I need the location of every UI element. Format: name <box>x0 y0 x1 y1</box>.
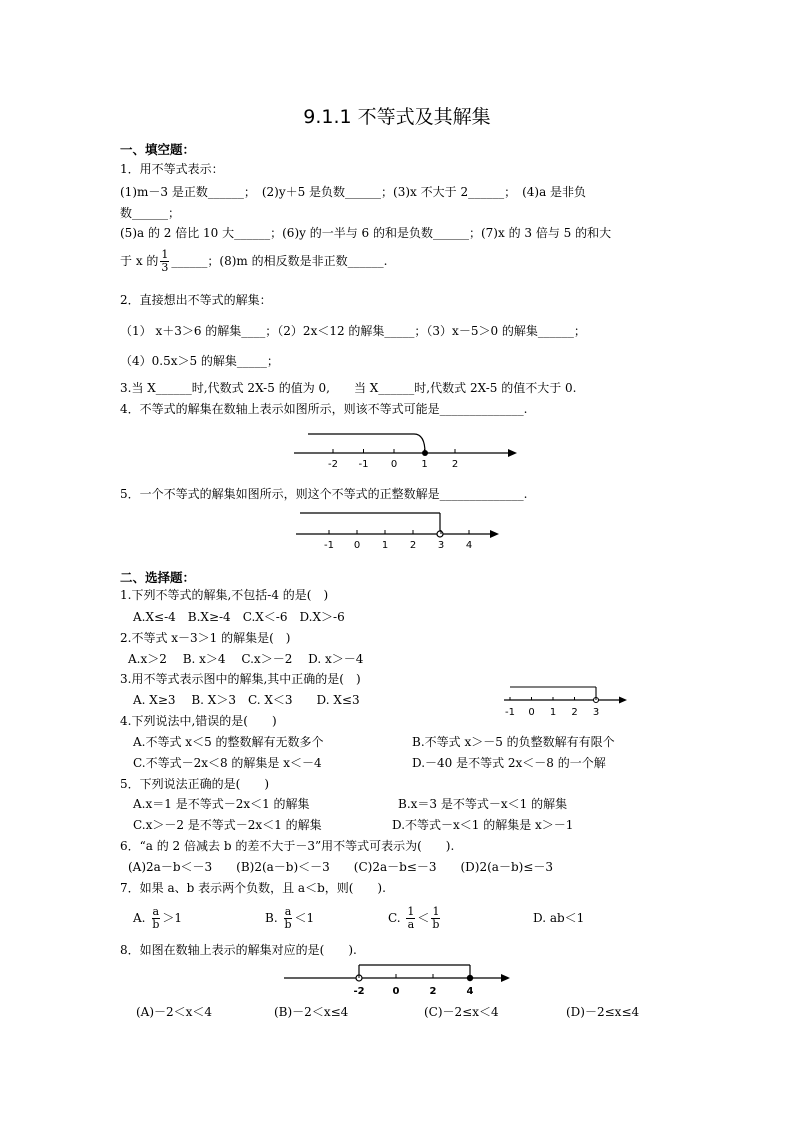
s2-q7-option-a <box>133 903 182 933</box>
q1-line3: (5)a 的 2 倍比 10 大______；(6)y 的一半与 6 的和是负数______；(7)x 的 3 倍与 5 的和大 <box>120 226 612 240</box>
tick-label: -2 <box>353 986 365 997</box>
tick-label: 1 <box>549 707 557 718</box>
s2-q8-stem: 8．如图在数轴上表示的解集对应的是( ). <box>120 943 357 957</box>
tick-label: 0 <box>528 707 535 718</box>
tick-label: 1 <box>381 540 389 551</box>
axis-arrow-icon <box>508 449 517 457</box>
fraction-one-over-b <box>431 906 440 931</box>
s2-q5-option-b: B.x＝3 是不等式－x＜1 的解集 <box>398 797 568 811</box>
q4-text: 4．不等式的解集在数轴上表示如图所示，则该不等式可能是______________. <box>120 402 528 416</box>
q4-number-line <box>292 428 522 468</box>
q5-number-line <box>294 508 504 550</box>
s2-q5-option-d: D.不等式－x＜1 的解集是 x＞－1 <box>392 818 574 832</box>
q5-text: 5．一个不等式的解集如图所示，则这个不等式的正整数解是______________. <box>120 487 528 501</box>
axis-arrow-icon <box>619 697 627 704</box>
s2-q8-option-b: (B)－2＜x≤4 <box>274 1005 349 1019</box>
fraction-denominator: b <box>284 918 292 931</box>
page-title: 9.1.1 不等式及其解集 <box>303 106 491 128</box>
fraction-denominator: b <box>152 918 160 931</box>
s2-q2-options: A.x＞2 B. x＞4 C.x＞－2 D. x＞－4 <box>128 652 364 666</box>
hollow-point <box>437 531 443 537</box>
s2-q5-option-c: C.x＞－2 是不等式－2x＜1 的解集 <box>133 818 322 832</box>
fraction-denominator: b <box>432 918 440 931</box>
option-relation: ＜1 <box>294 911 315 925</box>
q2-line1: （1） x＋3＞6 的解集____；（2）2x＜12 的解集_____；（3）x－5＞0 的解集______； <box>120 324 586 338</box>
s2-q4-option-a: A.不等式 x＜5 的整数解有无数多个 <box>133 735 324 749</box>
s2-q6-stem: 6．“a 的 2 倍减去 b 的差不大于－3”用不等式可表示为( ). <box>120 839 455 853</box>
tick-label: -2 <box>328 459 338 470</box>
s2-q5-option-a: A.x＝1 是不等式－2x＜1 的解集 <box>133 797 310 811</box>
q1-line2: 数______； <box>120 206 181 220</box>
s2-q1-stem: 1.下列不等式的解集,不包括-4 的是( ) <box>120 588 329 602</box>
option-label: A. <box>133 911 146 925</box>
s2-q8-option-d: (D)－2≤x≤4 <box>566 1005 640 1019</box>
fraction-a-over-b <box>151 906 160 931</box>
axis-arrow-icon <box>501 974 510 982</box>
fraction-a-over-b <box>283 906 292 931</box>
tick-label: 2 <box>429 986 437 997</box>
q3-text: 3.当 X______时,代数式 2X-5 的值为 0, 当 X______时,代数式 2X-5 的值不大于 0. <box>120 381 577 395</box>
q1-stem: 1．用不等式表示： <box>120 162 224 176</box>
s2-q2-stem: 2.不等式 x－3＞1 的解集是( ) <box>120 631 291 645</box>
s2-q4-option-d: D.－40 是不等式 2x＜－8 的一个解 <box>412 756 606 770</box>
s2-q8-option-c: (C)－2≤x＜4 <box>424 1005 499 1019</box>
section-heading-fill: 一、填空题： <box>120 142 196 157</box>
tick-label: 0 <box>353 540 361 551</box>
s2-q3-number-line <box>502 680 632 718</box>
tick-label: 0 <box>392 986 400 997</box>
s2-q1-options: A.X≤-4 B.X≥-4 C.X＜-6 D.X＞-6 <box>133 610 345 624</box>
s2-q4-stem: 4.下列说法中,错误的是( ) <box>120 714 277 728</box>
fraction-one-over-a <box>406 906 415 931</box>
q1-line1: (1)m－3 是正数______； (2)y＋5 是负数______；(3)x 不大于 2______； (4)a 是非负 <box>120 185 587 199</box>
tick-label: 4 <box>465 540 473 551</box>
axis-arrow-icon <box>490 530 499 538</box>
s2-q6-options: (A)2a－b＜－3 (B)2(a－b)＜－3 (C)2a－b≤－3 (D)2(a－b)≤－3 <box>128 860 553 874</box>
s2-q7-option-b <box>265 903 314 933</box>
fraction-numerator: a <box>284 905 292 918</box>
q2-stem: 2．直接想出不等式的解集： <box>120 293 272 307</box>
fraction-numerator: 1 <box>432 905 440 918</box>
option-label: B. <box>265 911 278 925</box>
tick-label: -1 <box>505 707 515 718</box>
s2-q4-option-b: B.不等式 x＞－5 的负整数解有有限个 <box>412 735 615 749</box>
s2-q8-number-line <box>282 958 522 1000</box>
tick-label: -1 <box>324 540 334 551</box>
q1-line4-suffix: ______；(8)m 的相反数是非正数______. <box>171 254 388 268</box>
fraction-denominator: a <box>407 918 415 931</box>
tick-label: -1 <box>358 459 369 470</box>
fraction-numerator: 1 <box>161 248 169 261</box>
s2-q4-option-c: C.不等式－2x＜8 的解集是 x＜－4 <box>133 756 322 770</box>
tick-label: 2 <box>571 707 578 718</box>
fraction-numerator: 1 <box>407 905 415 918</box>
tick-label: 3 <box>592 707 600 718</box>
fraction-denominator: 3 <box>161 261 169 274</box>
q1-line4 <box>120 246 387 276</box>
tick-label: 2 <box>409 540 417 551</box>
s2-q7-option-d: D. ab＜1 <box>533 911 585 925</box>
s2-q8-option-a: (A)－2＜x＜4 <box>136 1005 213 1019</box>
option-relation: ＞1 <box>162 911 182 925</box>
fraction-numerator: a <box>152 905 160 918</box>
solution-arc <box>308 434 425 453</box>
section-heading-choice: 二、选择题： <box>120 570 196 585</box>
s2-q7-stem: 7．如果 a、b 表示两个负数，且 a＜b，则( ). <box>120 881 386 895</box>
q2-line2: （4）0.5x＞5 的解集_____； <box>120 354 279 368</box>
option-relation: ＜ <box>417 911 430 925</box>
option-label: C. <box>388 911 401 925</box>
s2-q3-options: A. X≥3 B. X＞3 C. X＜3 D. X≤3 <box>133 693 360 707</box>
q1-line4-prefix: 于 x 的 <box>120 254 159 268</box>
s2-q5-stem: 5．下列说法正确的是( ) <box>120 777 269 791</box>
tick-label: 3 <box>437 540 445 551</box>
tick-label: 0 <box>390 459 398 470</box>
s2-q3-stem: 3.用不等式表示图中的解集,其中正确的是( ) <box>120 672 361 686</box>
s2-q7-option-c <box>388 903 442 933</box>
tick-label: 4 <box>466 986 474 997</box>
tick-label: 1 <box>421 459 428 470</box>
tick-label: 2 <box>451 459 459 470</box>
fraction-one-third <box>160 249 169 274</box>
